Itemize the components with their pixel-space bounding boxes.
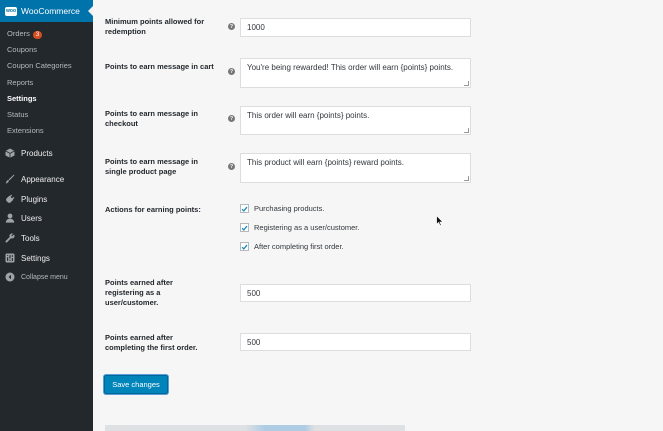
tools-icon <box>5 233 15 243</box>
min-points-label: Minimum points allowed for redemption <box>105 17 205 36</box>
menu-label-users: Users <box>21 213 42 223</box>
checkbox-first-order[interactable] <box>240 242 344 251</box>
checkbox-label: Purchasing products. <box>254 204 325 213</box>
menu-label-collapse: Collapse menu <box>21 273 68 281</box>
checkmark-icon <box>241 205 248 213</box>
register-points-label: Points earned after registering as a user/customer. <box>105 278 173 307</box>
checkbox-registering[interactable] <box>240 223 359 232</box>
plugins-icon <box>5 194 15 204</box>
menu-label-tools: Tools <box>21 233 40 243</box>
first-order-points-input[interactable]: 500 <box>240 333 471 351</box>
save-changes-button[interactable]: Save changes <box>104 375 168 394</box>
menu-item-settings[interactable] <box>0 249 93 267</box>
submenu-orders-label: Orders <box>7 29 30 38</box>
collapse-menu-button[interactable] <box>0 268 93 286</box>
checkbox-label: Registering as a user/customer. <box>254 223 360 232</box>
menu-item-tools[interactable] <box>0 229 93 247</box>
menu-item-users[interactable] <box>0 209 93 227</box>
checkout-message-label: Points to earn message in checkout <box>105 109 198 128</box>
min-points-input[interactable]: 1000 <box>240 18 471 37</box>
mouse-cursor-icon <box>436 215 444 227</box>
resize-handle[interactable] <box>464 176 469 181</box>
help-icon[interactable]: ? <box>229 23 234 30</box>
checkbox[interactable] <box>240 242 249 251</box>
resize-handle[interactable] <box>464 81 469 86</box>
checkout-message-value: This order will earn {points} points. <box>247 111 370 120</box>
menu-item-appearance[interactable] <box>0 170 93 188</box>
submenu-reports[interactable]: Reports <box>7 78 34 87</box>
first-order-points-label: Points earned after completing the first order. <box>105 333 198 352</box>
submenu-settings[interactable]: Settings <box>7 94 37 103</box>
menu-label-appearance: Appearance <box>21 174 65 184</box>
checkmark-icon <box>241 224 248 232</box>
products-icon <box>5 148 15 158</box>
checkbox-purchasing[interactable] <box>240 204 324 213</box>
help-icon[interactable]: ? <box>229 163 234 170</box>
menu-item-products[interactable] <box>0 144 93 162</box>
help-icon[interactable]: ? <box>229 115 234 122</box>
menu-item-plugins[interactable] <box>0 190 93 208</box>
submenu-coupon-categories[interactable]: Coupon Categories <box>7 61 72 70</box>
product-message-textarea[interactable] <box>240 153 471 183</box>
cart-message-label: Points to earn message in cart <box>105 62 214 71</box>
cart-message-textarea[interactable] <box>240 58 471 88</box>
menu-label-products: Products <box>21 148 53 158</box>
woocommerce-logo-icon: woo <box>6 8 16 14</box>
checkmark-icon <box>241 243 248 251</box>
settings-icon <box>5 253 15 263</box>
register-points-input[interactable]: 500 <box>240 284 471 302</box>
checkbox[interactable] <box>240 204 249 213</box>
product-message-label: Points to earn message in single product page <box>105 157 198 176</box>
product-message-value: This product will earn {points} reward points. <box>247 158 404 167</box>
users-icon <box>5 213 15 223</box>
woocommerce-label: WooCommerce <box>21 6 80 16</box>
appearance-icon <box>5 174 15 184</box>
checkout-message-textarea[interactable] <box>240 106 471 135</box>
submenu-coupons[interactable]: Coupons <box>7 45 38 54</box>
admin-sidebar <box>0 0 93 431</box>
footer-text-blurred <box>105 425 405 431</box>
menu-label-plugins: Plugins <box>21 194 48 204</box>
checkbox-label: After completing first order. <box>254 242 344 251</box>
settings-content <box>93 0 663 431</box>
submenu-status[interactable]: Status <box>7 110 29 119</box>
cart-message-value: You're being rewarded! This order will earn {points} points. <box>247 63 454 72</box>
submenu-orders[interactable] <box>7 29 42 39</box>
help-icon[interactable]: ? <box>229 68 234 75</box>
menu-label-settings: Settings <box>21 253 50 263</box>
menu-item-woocommerce[interactable] <box>0 0 93 22</box>
checkbox[interactable] <box>240 223 249 232</box>
actions-label: Actions for earning points: <box>105 205 201 214</box>
submenu-extensions[interactable]: Extensions <box>7 126 44 135</box>
orders-count-badge: 3 <box>33 31 42 39</box>
collapse-icon <box>5 272 15 282</box>
resize-handle[interactable] <box>464 128 469 133</box>
